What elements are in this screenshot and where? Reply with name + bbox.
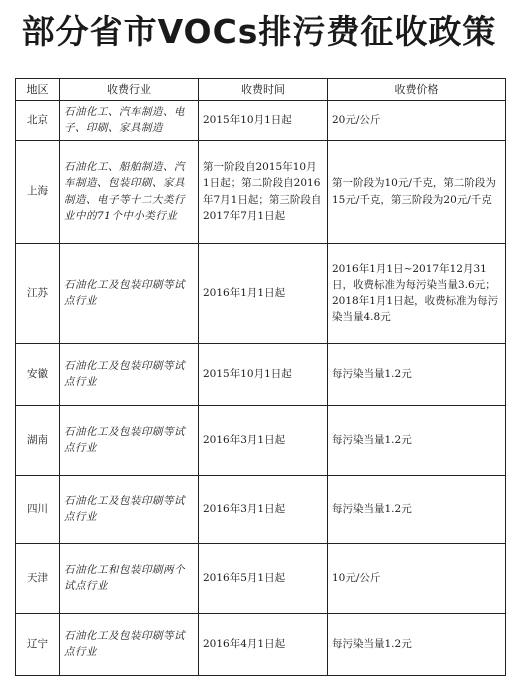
price-cell: 每污染当量1.2元 — [328, 475, 506, 543]
table-row — [16, 475, 506, 543]
industry-cell: 石油化工及包装印刷等试点行业 — [60, 475, 199, 543]
region-cell: 天津 — [16, 543, 60, 613]
price-cell: 20元/公斤 — [328, 101, 506, 141]
region-cell: 四川 — [16, 475, 60, 543]
industry-cell: 石油化工、船舶制造、汽车制造、包装印刷、家具制造、电子等十二大类行业中的71个中小类行业 — [60, 140, 199, 243]
table-row — [16, 613, 506, 675]
price-cell: 每污染当量1.2元 — [328, 343, 506, 405]
time-cell: 2015年10月1日起 — [199, 343, 328, 405]
industry-cell: 石油化工及包装印刷等试点行业 — [60, 343, 199, 405]
region-cell: 北京 — [16, 101, 60, 141]
table-header-row — [16, 79, 506, 101]
industry-cell: 石油化工、汽车制造、电子、印刷、家具制造 — [60, 101, 199, 141]
industry-cell: 石油化工和包装印刷两个试点行业 — [60, 543, 199, 613]
region-cell: 湖南 — [16, 405, 60, 475]
header-price: 收费价格 — [328, 79, 506, 101]
region-cell: 安徽 — [16, 343, 60, 405]
table-row — [16, 140, 506, 243]
time-cell: 2016年3月1日起 — [199, 405, 328, 475]
price-cell: 2016年1月1日~2017年12月31日，收费标准为每污染当量3.6元；2018年1月1日起，收费标准为每污染当量4.8元 — [328, 243, 506, 343]
time-cell: 2016年5月1日起 — [199, 543, 328, 613]
time-cell: 第一阶段自2015年10月1日起；第二阶段自2016年7月1日起；第三阶段自2017年7月1日起 — [199, 140, 328, 243]
price-cell: 每污染当量1.2元 — [328, 613, 506, 675]
time-cell: 2016年3月1日起 — [199, 475, 328, 543]
region-cell: 上海 — [16, 140, 60, 243]
table-row — [16, 101, 506, 141]
time-cell: 2015年10月1日起 — [199, 101, 328, 141]
time-cell: 2016年4月1日起 — [199, 613, 328, 675]
region-cell: 江苏 — [16, 243, 60, 343]
page-title: 部分省市VOCs排污费征收政策 — [21, 12, 497, 51]
time-cell: 2016年1月1日起 — [199, 243, 328, 343]
policy-table — [15, 78, 506, 676]
table-row — [16, 543, 506, 613]
price-cell: 10元/公斤 — [328, 543, 506, 613]
table-row — [16, 243, 506, 343]
region-cell: 辽宁 — [16, 613, 60, 675]
header-industry: 收费行业 — [60, 79, 199, 101]
header-region: 地区 — [16, 79, 60, 101]
table-row — [16, 405, 506, 475]
industry-cell: 石油化工及包装印刷等试点行业 — [60, 405, 199, 475]
header-time: 收费时间 — [199, 79, 328, 101]
industry-cell: 石油化工及包装印刷等试点行业 — [60, 613, 199, 675]
price-cell: 每污染当量1.2元 — [328, 405, 506, 475]
industry-cell: 石油化工及包装印刷等试点行业 — [60, 243, 199, 343]
price-cell: 第一阶段为10元/千克，第二阶段为15元/千克，第三阶段为20元/千克 — [328, 140, 506, 243]
table-row — [16, 343, 506, 405]
